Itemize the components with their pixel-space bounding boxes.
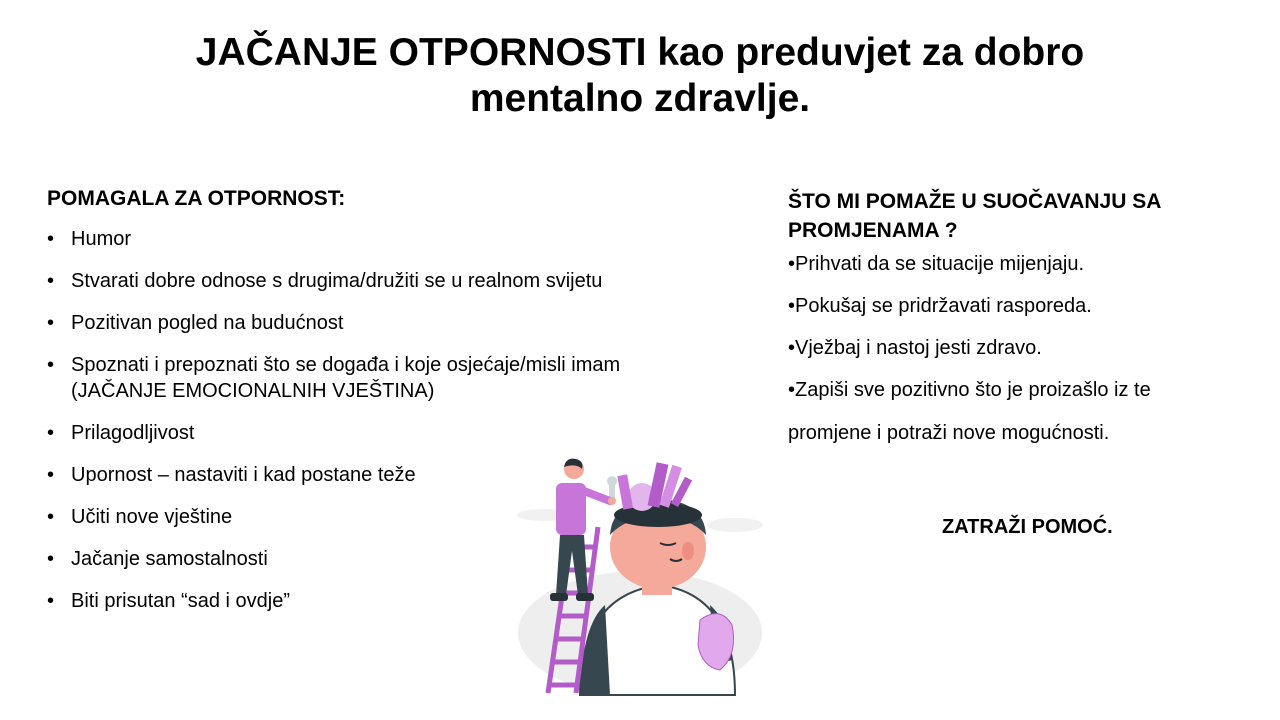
list-item: • Pozitivan pogled na budućnost <box>47 310 697 336</box>
coping-heading: ŠTO MI POMAŽE U SUOČAVANJU SA PROMJENAMA ? <box>788 190 1161 242</box>
list-item: • Učiti nove vještine <box>47 504 697 530</box>
list-item: • Jačanje samostalnosti <box>47 546 697 572</box>
list-item: •Pokušaj se pridržavati rasporeda. <box>788 295 1092 317</box>
list-item: • Stvarati dobre odnose s drugima/družiti se u realnom svijetu <box>47 268 697 294</box>
page-title <box>0 30 1280 122</box>
list-item: • Biti prisutan “sad i ovdje” <box>47 588 697 614</box>
title-line-2: mentalno zdravlje. <box>469 77 811 120</box>
ask-for-help-text: ZATRAŽI POMOĆ. <box>942 516 1113 538</box>
mind-illustration <box>510 455 770 715</box>
list-item: • Spoznati i prepoznati što se događa i koje osjećaje/misli imam (JAČANJE EMOCIONALNIH VJEŠTINA) <box>47 352 661 404</box>
list-item: •Zapiši sve pozitivno što je proizašlo iz te promjene i potraži nove mogućnosti. <box>788 379 1151 444</box>
list-item: •Prihvati da se situacije mijenjaju. <box>788 253 1085 275</box>
coping-with-change-section <box>788 187 1228 471</box>
list-item: • Upornost – nastaviti i kad postane teže <box>47 462 697 488</box>
list-item: • Humor <box>47 226 697 252</box>
list-item: • Prilagodljivost <box>47 420 697 446</box>
resilience-tools-heading: POMAGALA ZA OTPORNOST: <box>47 187 346 210</box>
list-item: •Vježbaj i nastoj jesti zdravo. <box>788 337 1042 359</box>
title-line-1: JAČANJE OTPORNOSTI kao preduvjet za dobro <box>195 31 1085 74</box>
